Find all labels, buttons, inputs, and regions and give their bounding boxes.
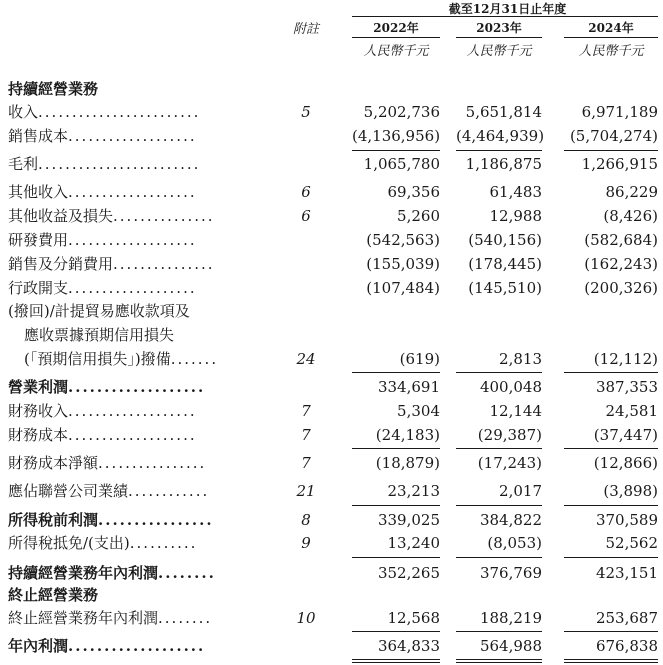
value-2023: 61,483 xyxy=(489,183,542,201)
subtotal-rule xyxy=(564,557,658,558)
value-2023: 5,651,814 xyxy=(465,103,542,121)
table-row xyxy=(0,181,663,205)
row-note: 7 xyxy=(301,426,311,444)
row-label: 財務成本................... xyxy=(8,426,197,444)
note-column-header: 附註 xyxy=(292,22,319,37)
table-row xyxy=(0,205,663,229)
table-row xyxy=(0,509,663,533)
value-2024: (12,112) xyxy=(593,350,658,368)
value-2023: 12,144 xyxy=(489,402,542,420)
row-label: 營業利潤................... xyxy=(8,378,206,396)
row-note: 6 xyxy=(301,183,311,201)
table-row xyxy=(0,153,663,177)
year-header-2022: 2022年 xyxy=(373,21,419,35)
subtotal-rule xyxy=(564,150,658,151)
table-row xyxy=(0,607,663,631)
value-2024: 24,581 xyxy=(605,402,658,420)
period-header-rule xyxy=(352,16,658,17)
value-2023: 564,988 xyxy=(479,637,542,655)
value-2023: 384,822 xyxy=(479,511,542,529)
value-2024: 387,353 xyxy=(595,378,658,396)
table-row xyxy=(0,376,663,400)
value-2022: 339,025 xyxy=(377,511,440,529)
value-2024: 86,229 xyxy=(605,183,658,201)
subtotal-rule xyxy=(456,448,542,449)
row-label: 銷售及分銷費用............... xyxy=(8,255,215,273)
year-rule-2024 xyxy=(564,37,658,38)
period-header: 截至12月31日止年度 xyxy=(448,2,567,16)
total-rule xyxy=(352,659,440,660)
table-row xyxy=(0,229,663,253)
value-2023: 1,186,875 xyxy=(465,155,542,173)
unit-header-2023: 人民幣千元 xyxy=(466,44,532,59)
value-2023: (8,053) xyxy=(487,534,542,552)
table-row xyxy=(0,101,663,125)
row-label: 應佔聯營公司業績............ xyxy=(8,482,210,500)
row-label: 持續經營業務年內利潤........ xyxy=(8,564,216,582)
row-label: 毛利........................ xyxy=(8,155,201,173)
value-2023: (145,510) xyxy=(468,279,542,297)
row-note: 7 xyxy=(301,402,311,420)
row-label: 年內利潤................... xyxy=(8,637,206,655)
value-2023: (29,387) xyxy=(477,426,542,444)
subtotal-rule xyxy=(564,372,658,373)
value-2022: (155,039) xyxy=(366,255,440,273)
value-2022: (107,484) xyxy=(366,279,440,297)
total-rule xyxy=(564,659,658,660)
subtotal-rule xyxy=(352,505,440,506)
value-2024: (5,704,274) xyxy=(569,127,658,145)
year-header-2023: 2023年 xyxy=(476,21,522,35)
row-note: 6 xyxy=(301,207,311,225)
value-2024: 6,971,189 xyxy=(581,103,658,121)
value-2024: (200,326) xyxy=(584,279,658,297)
subtotal-rule xyxy=(352,372,440,373)
row-note: 24 xyxy=(296,350,316,368)
row-label: (「預期信用損失」)撥備....... xyxy=(24,350,219,368)
year-header-2024: 2024年 xyxy=(588,21,634,35)
year-rule-2022 xyxy=(352,37,440,38)
subtotal-rule xyxy=(456,631,542,632)
value-2022: 1,065,780 xyxy=(363,155,440,173)
row-label: 財務成本淨額................ xyxy=(8,454,207,472)
table-row xyxy=(0,348,663,372)
value-2024: 1,266,915 xyxy=(581,155,658,173)
row-label: 收入........................ xyxy=(8,103,201,121)
value-2023: (17,243) xyxy=(477,454,542,472)
value-2023: (540,156) xyxy=(468,231,542,249)
value-2023: 12,988 xyxy=(489,207,542,225)
row-note: 8 xyxy=(301,511,311,529)
value-2024: 370,589 xyxy=(595,511,658,529)
value-2023: 188,219 xyxy=(479,609,542,627)
subtotal-rule xyxy=(564,448,658,449)
row-note: 21 xyxy=(296,482,316,500)
value-2022: (619) xyxy=(399,350,440,368)
table-row xyxy=(0,532,663,556)
value-2023: (178,445) xyxy=(468,255,542,273)
table-row xyxy=(0,253,663,277)
value-2022: (4,136,956) xyxy=(352,127,441,145)
row-label: 銷售成本................... xyxy=(8,127,197,145)
value-2022: (24,183) xyxy=(375,426,440,444)
value-2022: 5,304 xyxy=(397,402,440,420)
row-label: 其他收益及損失............... xyxy=(8,207,215,225)
value-2024: 253,687 xyxy=(595,609,658,627)
value-2022: 69,356 xyxy=(387,183,440,201)
value-2022: (18,879) xyxy=(375,454,440,472)
value-2022: 12,568 xyxy=(387,609,440,627)
value-2022: 23,213 xyxy=(387,482,440,500)
row-label: 財務收入................... xyxy=(8,402,197,420)
year-rule-2023 xyxy=(456,37,542,38)
table-row xyxy=(0,480,663,504)
section-discontinued-operations: 終止經營業務 xyxy=(8,586,99,604)
table-row xyxy=(0,562,663,586)
row-label: 終止經營業務年內利潤........ xyxy=(8,609,213,627)
value-2022: 13,240 xyxy=(387,534,440,552)
row-label: 研發費用................... xyxy=(8,231,197,249)
value-2024: 423,151 xyxy=(595,564,658,582)
section-continuing-operations: 持續經營業務 xyxy=(8,80,99,98)
total-rule xyxy=(456,662,542,663)
value-2024: 676,838 xyxy=(595,637,658,655)
value-2022: 5,202,736 xyxy=(363,103,440,121)
value-2024: (162,243) xyxy=(584,255,658,273)
subtotal-rule xyxy=(564,505,658,506)
value-2022: (542,563) xyxy=(366,231,440,249)
subtotal-rule xyxy=(352,448,440,449)
value-2022: 334,691 xyxy=(377,378,440,396)
subtotal-rule xyxy=(456,150,542,151)
value-2024: (37,447) xyxy=(593,426,658,444)
row-label: 所得稅前利潤................ xyxy=(8,511,214,529)
value-2024: (3,898) xyxy=(603,482,658,500)
table-row xyxy=(0,400,663,424)
value-2023: 400,048 xyxy=(479,378,542,396)
row-note: 7 xyxy=(301,454,311,472)
table-row xyxy=(0,424,663,448)
ecl-label-line2: 應收票據預期信用損失 xyxy=(24,326,175,344)
subtotal-rule xyxy=(352,150,440,151)
value-2023: (4,464,939) xyxy=(456,127,545,145)
value-2024: (8,426) xyxy=(603,207,658,225)
subtotal-rule xyxy=(564,631,658,632)
row-label: 行政開支................... xyxy=(8,279,197,297)
subtotal-rule xyxy=(352,631,440,632)
subtotal-rule xyxy=(456,372,542,373)
row-note: 5 xyxy=(301,103,311,121)
total-rule xyxy=(564,662,658,663)
table-row xyxy=(0,635,663,659)
row-note: 10 xyxy=(296,609,316,627)
total-rule xyxy=(352,662,440,663)
value-2022: 5,260 xyxy=(397,207,440,225)
subtotal-rule xyxy=(456,505,542,506)
unit-header-2022: 人民幣千元 xyxy=(363,44,429,59)
subtotal-rule xyxy=(352,557,440,558)
value-2024: (12,866) xyxy=(593,454,658,472)
subtotal-rule xyxy=(456,557,542,558)
value-2023: 2,813 xyxy=(499,350,542,368)
row-label: 其他收入................... xyxy=(8,183,197,201)
total-rule xyxy=(456,659,542,660)
value-2023: 2,017 xyxy=(499,482,542,500)
value-2022: 364,833 xyxy=(377,637,440,655)
ecl-label-line1: (撥回)/計提貿易應收款項及 xyxy=(8,302,190,320)
table-row xyxy=(0,452,663,476)
value-2022: 352,265 xyxy=(377,564,440,582)
table-row xyxy=(0,125,663,149)
unit-header-2024: 人民幣千元 xyxy=(578,44,644,59)
row-label: 所得稅抵免/(支出).......... xyxy=(8,534,198,552)
row-note: 9 xyxy=(301,534,311,552)
table-row xyxy=(0,277,663,301)
value-2023: 376,769 xyxy=(479,564,542,582)
value-2024: 52,562 xyxy=(605,534,658,552)
value-2024: (582,684) xyxy=(584,231,658,249)
